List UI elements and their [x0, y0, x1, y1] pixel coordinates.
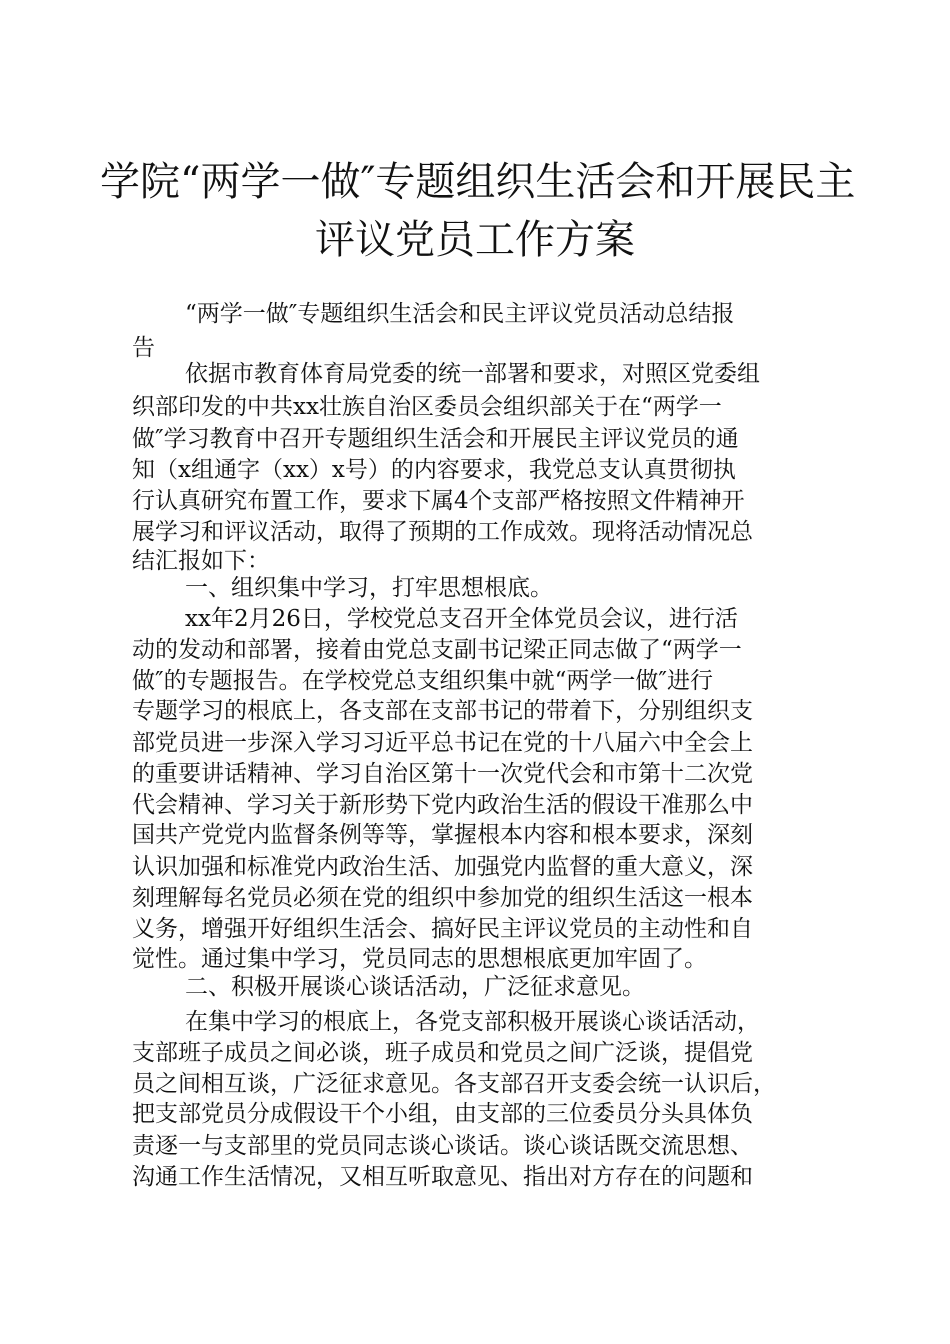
- body-line: 依据市教育体育局党委的统一部署和要求，对照区党委组: [185, 361, 760, 387]
- body-line: 国共产党党内监督条例等等，掌握根本内容和根本要求，深刻: [132, 822, 753, 848]
- body-line: 知（x组通字（xx）x号）的内容要求，我党总支认真贯彻执: [132, 457, 736, 483]
- body-line: 展学习和评议活动，取得了预期的工作成效。现将活动情况总: [132, 519, 753, 545]
- body-line: 做″的专题报告。在学校党总支组织集中就“两学一做″进行: [132, 668, 713, 694]
- body-line: xx年2月26日，学校党总支召开全体党员会议，进行活: [185, 606, 738, 632]
- body-line: 员之间相互谈，广泛征求意见。各支部召开支委会统一认识后，: [132, 1071, 776, 1097]
- body-line: 部党员进一步深入学习习近平总书记在党的十八届六中全会上: [132, 730, 753, 756]
- body-line: 责逐一与支部里的党员同志谈心谈话。谈心谈话既交流思想、: [132, 1133, 753, 1159]
- body-line: 支部班子成员之间必谈，班子成员和党员之间广泛谈，提倡党: [132, 1040, 753, 1066]
- body-line: 刻理解每名党员必须在党的组织中参加党的组织生活这一根本: [132, 885, 753, 911]
- body-line: 义务，增强开好组织生活会、搞好民主评议党员的主动性和自: [132, 916, 753, 942]
- body-line: “两学一做″专题组织生活会和民主评议党员活动总结报: [185, 301, 735, 327]
- body-line: 认识加强和标准党内政治生活、加强党内监督的重大意义，深: [132, 854, 753, 880]
- body-line: 动的发动和部署，接着由党总支副书记梁正同志做了“两学一: [132, 637, 742, 663]
- document-title-line-1: 学院“两学一做″专题组织生活会和开展民主: [100, 159, 856, 205]
- body-line: 把支部党员分成假设干个小组，由支部的三位委员分头具体负: [132, 1101, 753, 1127]
- body-line: 在集中学习的根底上，各党支部积极开展谈心谈话活动，: [185, 1009, 760, 1035]
- body-line: 的重要讲话精神、学习自治区第十一次党代会和市第十二次党: [132, 761, 753, 787]
- body-line: 结汇报如下：: [132, 548, 270, 574]
- body-line: 觉性。通过集中学习，党员同志的思想根底更加牢固了。: [132, 946, 707, 972]
- document-title-line-2: 评议党员工作方案: [315, 217, 635, 263]
- body-line: 告: [132, 335, 155, 361]
- body-line: 做″学习教育中召开专题组织生活会和开展民主评议党员的通: [132, 426, 739, 452]
- body-line: 行认真研究布置工作，要求下属4个支部严格按照文件精神开: [132, 488, 745, 514]
- body-line: 专题学习的根底上，各支部在支部书记的带着下，分别组织支: [132, 698, 753, 724]
- body-line: 织部印发的中共xx壮族自治区委员会组织部关于在“两学一: [132, 394, 722, 420]
- body-line: 代会精神、学习关于新形势下党内政治生活的假设干准那么中: [132, 792, 753, 818]
- section-heading: 二、积极开展谈心谈话活动，广泛征求意见。: [185, 974, 645, 1000]
- body-line: 沟通工作生活情况，又相互听取意见、指出对方存在的问题和: [132, 1164, 753, 1190]
- section-heading: 一、组织集中学习，打牢思想根底。: [185, 575, 553, 601]
